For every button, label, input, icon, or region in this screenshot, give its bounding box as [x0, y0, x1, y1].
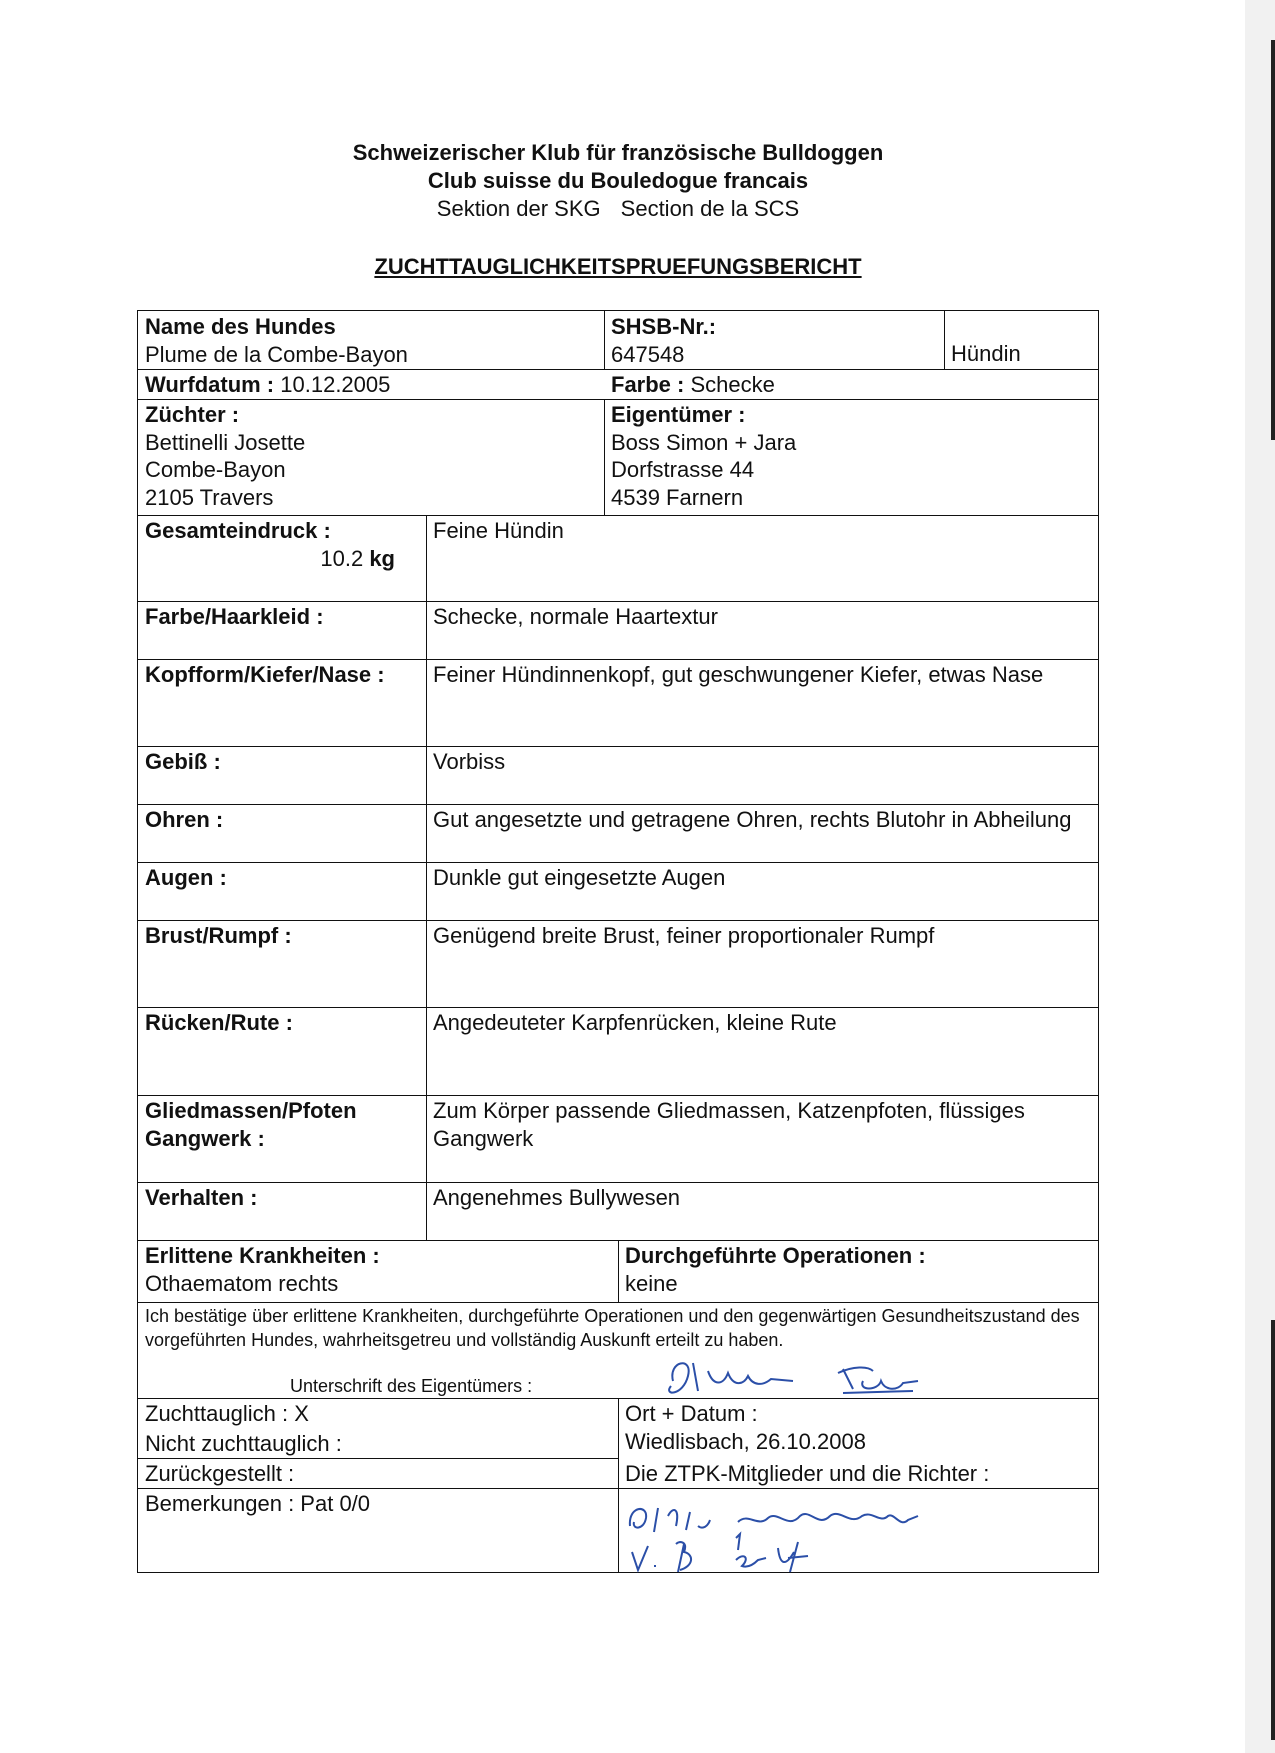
zurueckgestellt: Zurückgestellt :	[145, 1461, 295, 1486]
farbe-label: Farbe :	[611, 372, 685, 397]
wurfdatum-value: 10.12.2005	[280, 372, 391, 397]
owner-line: Boss Simon + Jara	[611, 429, 797, 455]
breeder-cell	[138, 399, 604, 513]
augen-value: Dunkle gut eingesetzte Augen	[433, 865, 726, 890]
breeder-line: 2105 Travers	[145, 484, 274, 510]
report-title: ZUCHTTAUGLICHKEITSPRUEFUNGSBERICHT	[374, 254, 862, 279]
weight-value: 10.2	[320, 545, 364, 571]
shsb-value: 647548	[611, 341, 685, 367]
farbe-value: Schecke	[690, 372, 775, 397]
gliedmassen-value: Zum Körper passende Gliedmassen, Katzenpfoten, flüssiges Gangwerk	[433, 1098, 1025, 1151]
gebiss-value: Vorbiss	[433, 749, 506, 774]
owner-signature-label: Unterschrift des Eigentümers :	[290, 1376, 533, 1396]
farbe-cell	[604, 369, 1098, 401]
shsb-label: SHSB-Nr.:	[611, 314, 717, 339]
ruecken-rute-value: Angedeuteter Karpfenrücken, kleine Rute	[433, 1010, 837, 1035]
weight-unit: kg	[369, 545, 395, 571]
verhalten-label: Verhalten :	[145, 1185, 258, 1210]
krankheiten-cell	[138, 1240, 618, 1299]
wurfdatum-cell	[138, 369, 604, 401]
scan-edge-mark	[1271, 1320, 1275, 1740]
ohren-label: Ohren :	[145, 807, 224, 832]
krankheiten-label: Erlittene Krankheiten :	[145, 1243, 380, 1268]
club-name-fr: Club suisse du Bouledogue francais	[427, 168, 809, 193]
report-form	[137, 310, 1099, 1573]
breeder-line: Bettinelli Josette	[145, 429, 306, 455]
ort-datum-value: Wiedlisbach, 26.10.2008	[625, 1428, 866, 1454]
dog-name-cell	[138, 311, 604, 370]
judges-signatures	[618, 1486, 1038, 1574]
brust-rumpf-label: Brust/Rumpf :	[145, 923, 292, 948]
ort-datum-cell	[618, 1398, 1098, 1457]
owner-cell	[604, 399, 1098, 513]
section-line	[0, 196, 1236, 222]
dog-name-label: Name des Hundes	[145, 314, 336, 339]
breeder-label: Züchter :	[145, 402, 240, 427]
verhalten-value: Angenehmes Bullywesen	[433, 1185, 681, 1210]
ort-datum-label: Ort + Datum :	[625, 1401, 758, 1426]
richter-label: Die ZTPK-Mitglieder und die Richter :	[625, 1461, 990, 1486]
gliedmassen-label: Gliedmassen/Pfoten Gangwerk :	[145, 1098, 357, 1151]
section-de: Sektion der SKG	[436, 196, 601, 221]
assessment-label-cell	[138, 515, 426, 574]
owner-line: Dorfstrasse 44	[611, 457, 755, 482]
farbe-haarkleid-value: Schecke, normale Haartextur	[433, 604, 718, 629]
owner-label: Eigentümer :	[611, 402, 746, 427]
gesamteindruck-value: Feine Hündin	[433, 518, 564, 543]
bemerkungen: Bemerkungen : Pat 0/0	[145, 1491, 371, 1516]
zuchttauglich: Zuchttauglich : X	[145, 1401, 309, 1426]
kopfform-value: Feiner Hündinnenkopf, gut geschwungener Kiefer, etwas Nase	[433, 662, 1044, 687]
krankheiten-value: Othaematom rechts	[145, 1270, 339, 1296]
farbe-haarkleid-label: Farbe/Haarkleid :	[145, 604, 324, 629]
owner-line: 4539 Farnern	[611, 484, 744, 510]
operationen-label: Durchgeführte Operationen :	[625, 1243, 926, 1268]
augen-label: Augen :	[145, 865, 227, 890]
owner-signature	[653, 1351, 953, 1401]
ruecken-rute-label: Rücken/Rute :	[145, 1010, 293, 1035]
gebiss-label: Gebiß :	[145, 749, 221, 774]
breeder-line: Combe-Bayon	[145, 457, 286, 482]
operationen-value: keine	[625, 1270, 678, 1296]
wurfdatum-label: Wurfdatum :	[145, 372, 275, 397]
shsb-cell	[604, 311, 944, 370]
kopfform-label: Kopfform/Kiefer/Nase :	[145, 662, 385, 687]
ohren-value: Gut angesetzte und getragene Ohren, rechts Blutohr in Abheilung	[433, 807, 1072, 832]
nicht-zuchttauglich: Nicht zuchttauglich :	[145, 1431, 342, 1456]
dog-name-value: Plume de la Combe-Bayon	[145, 341, 408, 367]
confirmation-text: Ich bestätige über erlittene Krankheiten, durchgeführte Operationen und den gegenwärtigen Gesundheitszustand des vorgeführten Hundes, wahrheitsgetreu und vollständig Auskunft erteilt zu haben.	[145, 1306, 1080, 1350]
sex-value: Hündin	[951, 341, 1021, 366]
club-name-de: Schweizerischer Klub für französische Bulldoggen	[352, 140, 884, 165]
operationen-cell	[618, 1240, 1098, 1299]
section-fr: Section de la SCS	[620, 196, 800, 221]
weight-line	[145, 545, 419, 573]
brust-rumpf-value: Genügend breite Brust, feiner proportionaler Rumpf	[433, 923, 935, 948]
gesamteindruck-label: Gesamteindruck :	[145, 518, 331, 543]
scan-edge-mark	[1271, 40, 1275, 440]
